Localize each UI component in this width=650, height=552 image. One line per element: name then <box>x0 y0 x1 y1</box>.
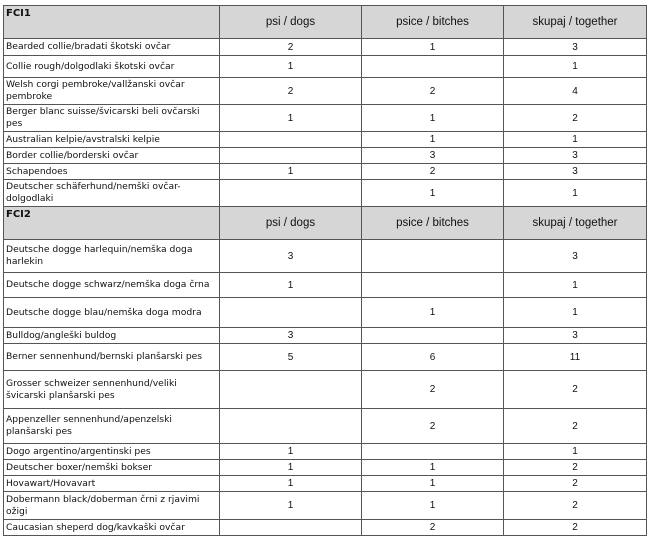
breed-name-cell: Hovawart/Hovavart <box>4 476 220 492</box>
table-row <box>4 148 647 164</box>
together-count-cell: 3 <box>504 164 647 180</box>
bitches-count-cell: 1 <box>362 298 504 328</box>
breed-name-cell: Deutsche dogge schwarz/nemška doga črna <box>4 273 220 298</box>
together-count-cell: 1 <box>504 444 647 460</box>
dogs-count-cell: 1 <box>220 492 362 520</box>
group-header-row <box>4 6 647 39</box>
together-count-cell: 3 <box>504 148 647 164</box>
bitches-count-cell: 2 <box>362 78 504 105</box>
dogs-count-cell <box>220 148 362 164</box>
table-row <box>4 240 647 273</box>
together-count-cell: 2 <box>504 476 647 492</box>
table-row <box>4 328 647 344</box>
together-count-cell: 2 <box>504 409 647 444</box>
breed-name-cell: Berner sennenhund/bernski planšarski pes <box>4 344 220 371</box>
table-row <box>4 164 647 180</box>
breed-name-cell: Collie rough/dolgodlaki škotski ovčar <box>4 56 220 78</box>
breed-name-cell: Deutsche dogge harlequin/nemška doga harlekin <box>4 240 220 273</box>
table-row <box>4 344 647 371</box>
bitches-count-cell: 1 <box>362 180 504 207</box>
together-count-cell: 3 <box>504 240 647 273</box>
table-row <box>4 39 647 56</box>
bitches-column-header: psice / bitches <box>362 207 504 240</box>
dogs-count-cell: 1 <box>220 476 362 492</box>
breed-name-cell: Bulldog/angleški buldog <box>4 328 220 344</box>
together-count-cell: 3 <box>504 328 647 344</box>
together-count-cell: 2 <box>504 460 647 476</box>
breed-name-cell: Deutsche dogge blau/nemška doga modra <box>4 298 220 328</box>
dogs-count-cell <box>220 409 362 444</box>
breed-name-cell: Dobermann black/doberman črni z rjavimi ožigi <box>4 492 220 520</box>
table-row <box>4 273 647 298</box>
table-row <box>4 132 647 148</box>
breed-name-cell: Caucasian sheperd dog/kavkaški ovčar <box>4 520 220 536</box>
together-count-cell: 1 <box>504 273 647 298</box>
together-count-cell: 1 <box>504 298 647 328</box>
together-count-cell: 11 <box>504 344 647 371</box>
breed-name-cell: Australian kelpie/avstralski kelpie <box>4 132 220 148</box>
dogs-count-cell <box>220 371 362 409</box>
group-name: FCI2 <box>4 207 220 240</box>
bitches-count-cell: 1 <box>362 460 504 476</box>
dogs-count-cell <box>220 298 362 328</box>
together-count-cell: 2 <box>504 492 647 520</box>
dogs-count-cell: 2 <box>220 39 362 56</box>
together-count-cell: 3 <box>504 39 647 56</box>
breed-name-cell: Grosser schweizer sennenhund/veliki švicarski planšarski pes <box>4 371 220 409</box>
together-column-header: skupaj / together <box>504 207 647 240</box>
breed-name-cell: Appenzeller sennenhund/apenzelski planšarski pes <box>4 409 220 444</box>
bitches-count-cell: 3 <box>362 148 504 164</box>
together-count-cell: 1 <box>504 56 647 78</box>
bitches-count-cell: 1 <box>362 492 504 520</box>
dogs-column-header: psi / dogs <box>220 207 362 240</box>
bitches-count-cell: 1 <box>362 39 504 56</box>
together-count-cell: 4 <box>504 78 647 105</box>
table-row <box>4 56 647 78</box>
breed-name-cell: Deutscher boxer/nemški bokser <box>4 460 220 476</box>
dogs-count-cell: 1 <box>220 164 362 180</box>
bitches-count-cell <box>362 56 504 78</box>
dogs-column-header: psi / dogs <box>220 6 362 39</box>
breed-name-cell: Deutscher schäferhund/nemški ovčar-dolgodlaki <box>4 180 220 207</box>
dogs-count-cell: 1 <box>220 105 362 132</box>
bitches-count-cell <box>362 444 504 460</box>
table-row <box>4 180 647 207</box>
bitches-column-header: psice / bitches <box>362 6 504 39</box>
table-row <box>4 298 647 328</box>
bitches-count-cell <box>362 273 504 298</box>
table-row <box>4 409 647 444</box>
breed-name-cell: Dogo argentino/argentinski pes <box>4 444 220 460</box>
together-count-cell: 2 <box>504 520 647 536</box>
breed-statistics-table <box>3 5 647 536</box>
bitches-count-cell: 6 <box>362 344 504 371</box>
breed-name-cell: Bearded collie/bradati škotski ovčar <box>4 39 220 56</box>
table-row <box>4 78 647 105</box>
dogs-count-cell: 1 <box>220 460 362 476</box>
bitches-count-cell: 1 <box>362 476 504 492</box>
bitches-count-cell <box>362 240 504 273</box>
table-body <box>4 6 647 536</box>
together-count-cell: 1 <box>504 132 647 148</box>
group-name: FCI1 <box>4 6 220 39</box>
dogs-count-cell: 1 <box>220 56 362 78</box>
table-row <box>4 476 647 492</box>
breed-name-cell: Schapendoes <box>4 164 220 180</box>
group-header-row <box>4 207 647 240</box>
table-row <box>4 520 647 536</box>
dogs-count-cell <box>220 520 362 536</box>
bitches-count-cell <box>362 328 504 344</box>
table-row <box>4 492 647 520</box>
dogs-count-cell: 3 <box>220 328 362 344</box>
bitches-count-cell: 2 <box>362 371 504 409</box>
together-count-cell: 2 <box>504 371 647 409</box>
table-row <box>4 460 647 476</box>
breed-name-cell: Welsh corgi pembroke/vallžanski ovčar pembroke <box>4 78 220 105</box>
dogs-count-cell <box>220 132 362 148</box>
bitches-count-cell: 2 <box>362 164 504 180</box>
bitches-count-cell: 1 <box>362 105 504 132</box>
table-row <box>4 444 647 460</box>
dogs-count-cell: 5 <box>220 344 362 371</box>
together-column-header: skupaj / together <box>504 6 647 39</box>
bitches-count-cell: 2 <box>362 409 504 444</box>
breed-name-cell: Border collie/borderski ovčar <box>4 148 220 164</box>
together-count-cell: 2 <box>504 105 647 132</box>
dogs-count-cell: 1 <box>220 273 362 298</box>
dogs-count-cell: 3 <box>220 240 362 273</box>
bitches-count-cell: 1 <box>362 132 504 148</box>
table-row <box>4 371 647 409</box>
breed-name-cell: Berger blanc suisse/švicarski beli ovčarski pes <box>4 105 220 132</box>
table-row <box>4 105 647 132</box>
dogs-count-cell: 2 <box>220 78 362 105</box>
dogs-count-cell <box>220 180 362 207</box>
bitches-count-cell: 2 <box>362 520 504 536</box>
together-count-cell: 1 <box>504 180 647 207</box>
dogs-count-cell: 1 <box>220 444 362 460</box>
